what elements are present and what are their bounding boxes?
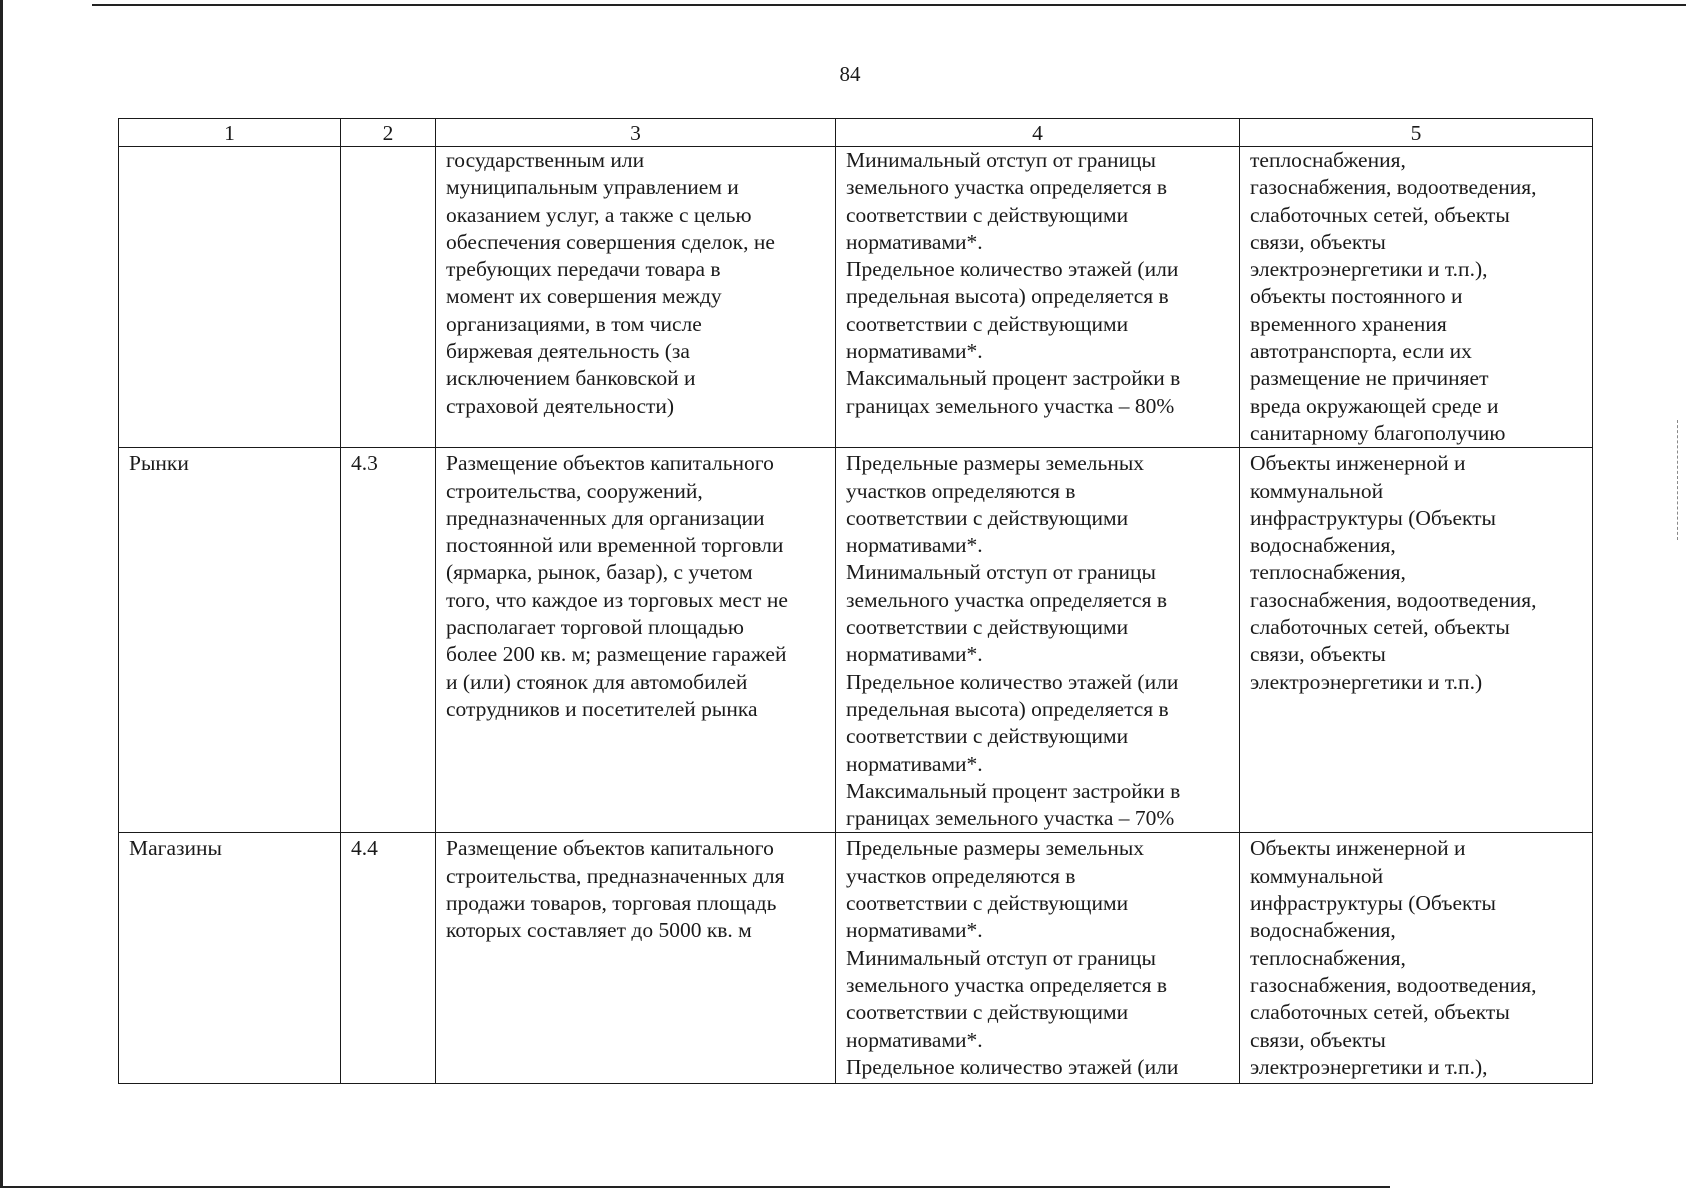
table-row [119,448,1593,833]
scan-edge-left [0,0,3,1186]
scan-edge-top [92,4,1686,6]
use-description-cell: Размещение объектов капитального строительства, предназначенных для продажи товаров, торговая площадь которых составляет до 5000 кв. м [436,833,836,1084]
table-row [119,833,1593,1084]
column-header-2: 2 [341,119,436,147]
auxiliary-uses-cell: Объекты инженерной и коммунальной инфраструктуры (Объекты водоснабжения, теплоснабжения, газоснабжения, водоотведения, слаботочных сетей, объекты связи, объекты электроэнергетики и т.п.) [1240,448,1593,833]
use-name-cell: Магазины [119,833,341,1084]
use-description-cell: Размещение объектов капитального строительства, сооружений, предназначенных для организации постоянной или временной торговли (ярмарка, рынок, базар), с учетом того, что каждое из торговых мест не располагает торговой площадью более 200 кв. м; размещение гаражей и (или) стоянок для автомобилей сотрудников и посетителей рынка [436,448,836,833]
column-header-3: 3 [436,119,836,147]
use-name-cell [119,147,341,448]
auxiliary-uses-cell: Объекты инженерной и коммунальной инфраструктуры (Объекты водоснабжения, теплоснабжения, газоснабжения, водоотведения, слаботочных сетей, объекты связи, объекты электроэнергетики и т.п.), [1240,833,1593,1084]
column-header-4: 4 [836,119,1240,147]
use-code-cell: 4.3 [341,448,436,833]
building-parameters-cell: Предельные размеры земельных участков определяются в соответствии с действующими нормативами*. Минимальный отступ от границы земельного участка определяется в соответствии с действующими нормативами*. Предельное количество этажей (или предельная высота) определяется в соответствии с действующими нормативами*. Максимальный процент застройки в границах земельного участка – 70% [836,448,1240,833]
column-header-1: 1 [119,119,341,147]
page-number: 84 [839,62,861,86]
header-row [119,119,1593,147]
scan-edge-bottom [0,1186,1390,1188]
use-name-cell: Рынки [119,448,341,833]
column-header-5: 5 [1240,119,1593,147]
building-parameters-cell: Минимальный отступ от границы земельного участка определяется в соответствии с действующими нормативами*. Предельное количество этажей (или предельная высота) определяется в соответствии с действующими нормативами*. Максимальный процент застройки в границах земельного участка – 80% [836,147,1240,448]
auxiliary-uses-cell: теплоснабжения, газоснабжения, водоотведения, слаботочных сетей, объекты связи, объекты электроэнергетики и т.п.), объекты постоянного и временного хранения автотранспорта, если их размещение не причиняет вреда окружающей среде и санитарному благополучию [1240,147,1593,448]
table-row [119,147,1593,448]
table-header [119,119,1593,147]
scan-artifact-marks [1677,420,1682,540]
table-body [119,147,1593,1084]
building-parameters-cell: Предельные размеры земельных участков определяются в соответствии с действующими нормативами*. Минимальный отступ от границы земельного участка определяется в соответствии с действующими нормативами*. Предельное количество этажей (или [836,833,1240,1084]
use-description-cell: государственным или муниципальным управлением и оказанием услуг, а также с целью обеспечения совершения сделок, не требующих передачи товара в момент их совершения между организациями, в том числе биржевая деятельность (за исключением банковской и страховой деятельности) [436,147,836,448]
use-code-cell [341,147,436,448]
land-use-regulations-table [118,118,1593,1084]
use-code-cell: 4.4 [341,833,436,1084]
